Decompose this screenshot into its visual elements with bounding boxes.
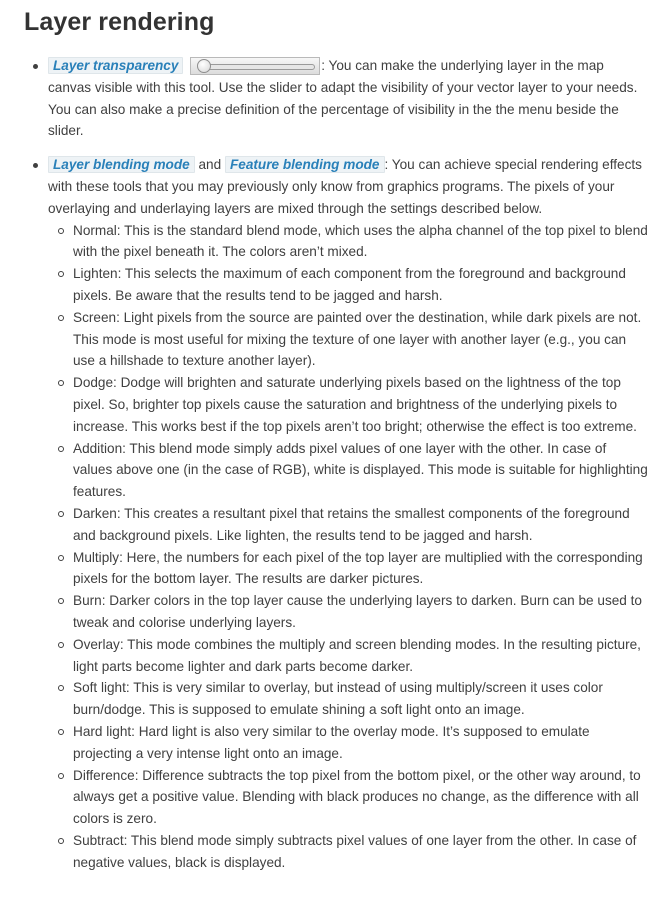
list-item xyxy=(48,438,649,503)
list-item xyxy=(48,830,649,874)
slider-track[interactable] xyxy=(201,64,315,70)
blend-mode-subtract: Subtract: This blend mode simply subtracts pixel values of one layer from the other. In case of negative values, black is displayed. xyxy=(73,832,637,870)
blend-mode-darken: Darken: This creates a resultant pixel that retains the smallest components of the foreground and background pixels. Like lighten, the results tend to be jagged and harsh. xyxy=(73,505,630,543)
blend-mode-burn: Burn: Darker colors in the top layer cause the underlying layers to darken. Burn can be used to tweak and colorise underlying layers. xyxy=(73,593,642,630)
bullet-circle-icon xyxy=(58,555,64,561)
list-item xyxy=(48,677,649,721)
list-item-blending-mode xyxy=(24,154,649,873)
bullet-circle-icon xyxy=(58,271,64,277)
bullet-circle-icon xyxy=(58,315,64,321)
list-item xyxy=(48,307,649,372)
list-item xyxy=(48,220,649,264)
layer-blending-mode-label: Layer blending mode xyxy=(48,156,195,173)
layer-transparency-label: Layer transparency xyxy=(48,57,183,74)
slider-handle[interactable] xyxy=(197,59,211,73)
bullet-circle-icon xyxy=(58,598,64,604)
list-item xyxy=(48,634,649,678)
bullet-circle-icon xyxy=(58,380,64,386)
list-item xyxy=(48,372,649,437)
bullet-disc-icon xyxy=(33,163,38,168)
blend-mode-dodge: Dodge: Dodge will brighten and saturate underlying pixels based on the lightness of the top pixel. So, brighter top pixels cause the saturation and brightness of the underlying pixels to increase. This works best if the top pixels aren’t too bright; otherwise the effect is too extreme. xyxy=(73,375,637,434)
blend-mode-hard-light: Hard light: Hard light is also very similar to the overlay mode. It’s supposed to emulate projecting a very intense light onto an image. xyxy=(73,723,590,761)
blend-mode-difference: Difference: Difference subtracts the top pixel from the bottom pixel, or the other way around, to always get a positive value. Blending with black produces no change, as the difference with all colors is zero. xyxy=(73,767,641,827)
bullet-circle-icon xyxy=(58,773,64,779)
bullet-circle-icon xyxy=(58,446,64,452)
bullet-circle-icon xyxy=(58,642,64,648)
page-title: Layer rendering xyxy=(24,8,215,36)
blending-mode-description: : You can achieve special rendering effects with these tools that you may previously only know from graphics programs. The pixels of your overlaying and underlaying layers are mixed through the settings described below. xyxy=(48,157,642,216)
list-item xyxy=(48,765,649,830)
list-item xyxy=(48,503,649,547)
blend-mode-normal: Normal: This is the standard blend mode, which uses the alpha channel of the top pixel to blend with the pixel beneath it. The colors aren’t mixed. xyxy=(73,222,648,260)
bullet-disc-icon xyxy=(33,64,38,69)
bullet-circle-icon xyxy=(58,511,64,517)
bullet-circle-icon xyxy=(58,838,64,844)
layer-transparency-description: : You can make the underlying layer in the map canvas visible with this tool. Use the slider to adapt the visibility of your vector layer to your needs. You can also make a precise definition of the percentage of visibility in the the menu beside the slider. xyxy=(48,58,638,139)
blend-mode-screen: Screen: Light pixels from the source are painted over the destination, while dark pixels are not. This mode is most useful for mixing the texture of one layer with another layer (e.g., you can use a hillshade to texture another layer). xyxy=(73,309,642,369)
list-item xyxy=(48,590,649,634)
bullet-circle-icon xyxy=(58,729,64,735)
bullet-circle-icon xyxy=(58,228,64,234)
blending-joiner: and xyxy=(194,157,225,173)
list-item xyxy=(48,547,649,591)
list-item xyxy=(48,721,649,765)
list-item-layer-transparency xyxy=(24,55,649,142)
feature-blending-mode-label: Feature blending mode xyxy=(225,156,385,173)
blend-mode-addition: Addition: This blend mode simply adds pixel values of one layer with the other. In case of values above one (in the case of RGB), white is displayed. This mode is suitable for highlighting features. xyxy=(73,440,648,500)
blend-mode-multiply: Multiply: Here, the numbers for each pixel of the top layer are multiplied with the corresponding pixels for the bottom layer. The results are darker pictures. xyxy=(73,549,643,587)
blend-mode-overlay: Overlay: This mode combines the multiply and screen blending modes. In the resulting picture, light parts become lighter and dark parts become darker. xyxy=(73,636,641,674)
blend-modes-list xyxy=(48,220,649,874)
bullet-circle-icon xyxy=(58,685,64,691)
transparency-slider[interactable] xyxy=(190,57,320,75)
blend-mode-lighten: Lighten: This selects the maximum of each component from the foreground and background pixels. Be aware that the results tend to be jagged and harsh. xyxy=(73,266,626,303)
rendering-options-list xyxy=(24,55,649,873)
blend-mode-soft-light: Soft light: This is very similar to overlay, but instead of using multiply/screen it uses color burn/dodge. This is supposed to emulate shining a soft light onto an image. xyxy=(73,680,603,718)
list-item xyxy=(48,263,649,307)
